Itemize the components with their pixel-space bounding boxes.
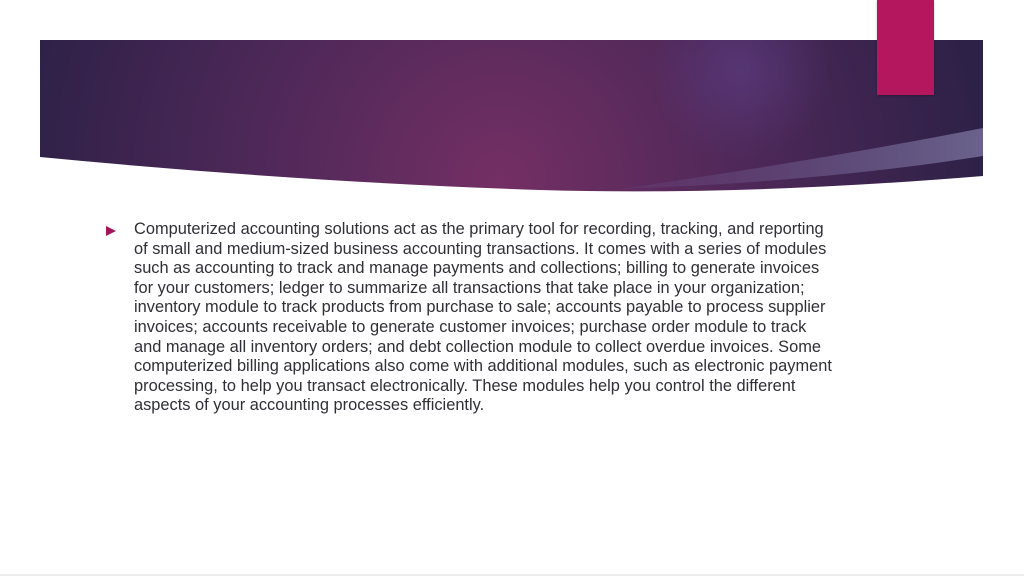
header-banner [0,0,1024,200]
bullet-item [106,220,836,416]
accent-tab [877,0,934,95]
triangle-right-bullet-icon [106,226,116,236]
bullet-text: Computerized accounting solutions act as the primary tool for recording, tracking, and reporting of small and medium-sized business accounting transactions. It comes with a series of modules such as accounting to track and manage payments and collections; billing to generate invoices for your customers; ledger to summarize all transactions that take place in your organization; inventory module to track products from purchase to sale; accounts payable to process supplier invoices; accounts receivable to generate customer invoices; purchase order module to track and manage all inventory orders; and debt collection module to collect overdue invoices. Some computerized billing applications also come with additional modules, such as electronic payment processing, to help you transact electronically. These modules help you control the different aspects of your accounting processes efficiently. [134,220,832,415]
content-area [106,220,836,416]
